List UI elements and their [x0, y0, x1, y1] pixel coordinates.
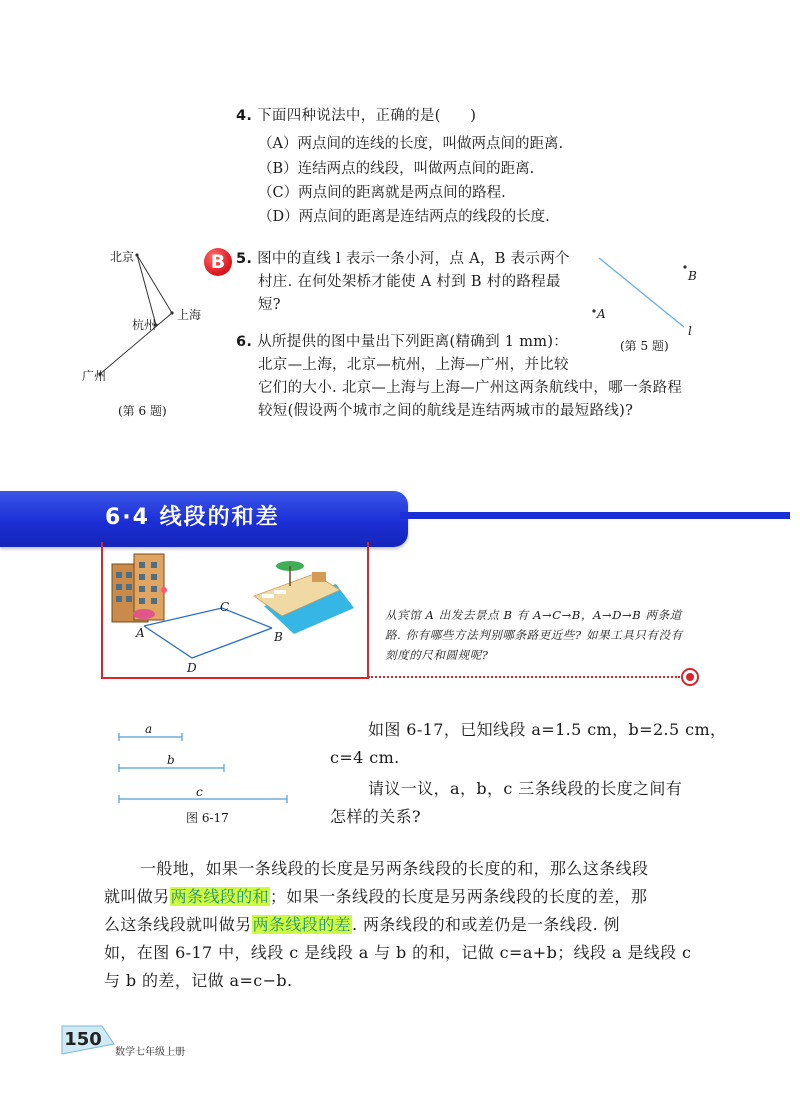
definition-line — [104, 911, 704, 939]
question-number: 4. — [236, 108, 253, 124]
definition-text: ；如果一条线段的长度是另两条线段的长度的差，那 — [270, 887, 648, 906]
point-b-label: B — [688, 269, 697, 283]
term-sum-highlight: 两条线段的和 — [170, 887, 270, 906]
question-line: 短? — [258, 297, 281, 313]
beach-island-icon — [254, 561, 354, 634]
question-line: 从所提供的图中量出下列距离(精确到 1 mm)： — [257, 334, 569, 350]
definition-text: . 两条线段的和或差仍是一条线段. 例 — [352, 915, 620, 934]
question-line: 村庄. 在何处架桥才能使 A 村到 B 村的路程最 — [258, 274, 561, 290]
figure-text-line: c=4 cm. — [330, 748, 400, 767]
question-line: 北京—上海，北京—杭州，上海—广州，并比较 — [258, 357, 569, 373]
book-title: 数学七年级上册 — [115, 1047, 185, 1058]
dotted-connector — [368, 676, 680, 678]
city-guangzhou: 广州 — [82, 369, 107, 383]
question-line: 图中的直线 l 表示一条小河，点 A，B 表示两个 — [257, 251, 570, 267]
question-5 — [236, 248, 576, 271]
question-number: 5. — [236, 251, 253, 267]
figure-6-17 — [115, 728, 295, 808]
term-difference-highlight: 两条线段的差 — [252, 915, 352, 934]
point-b-label: B — [274, 630, 283, 644]
segment-a-label: a — [145, 722, 153, 736]
figure-caption-q5: (第 5 题) — [620, 339, 669, 353]
figure-caption-q6: (第 6 题) — [118, 404, 167, 418]
option-d: （D）两点间的距离是连结两点的线段的长度. — [258, 209, 550, 225]
line-l-label: l — [688, 324, 692, 338]
definition-line: 如，在图 6-17 中，线段 c 是线段 a 与 b 的和，记做 c=a+b；线段 a 是线段 c — [104, 943, 692, 962]
level-b-badge: B — [204, 248, 232, 276]
segment-b-label: b — [167, 753, 175, 767]
question-line: 较短(假设两个城市之间的航线是连结两城市的最短路线)? — [258, 403, 634, 419]
section-title: 6·4 线段的和差 — [105, 505, 280, 530]
option-a: （A）两点间的连线的长度，叫做两点间的距离. — [258, 136, 564, 152]
connector-end-dot — [681, 668, 699, 686]
definition-line: 与 b 的差，记做 a=c−b. — [104, 971, 293, 990]
definition-text: 么这条线段就叫做另 — [104, 915, 252, 934]
point-a-label: A — [136, 626, 145, 640]
city-shanghai: 上海 — [177, 308, 202, 322]
figure-6-17-caption: 图 6-17 — [186, 811, 229, 825]
intro-callout: 从宾馆 A 出发去景点 B 有 A→C→B，A→D→B 两条道路. 你有哪些方法判别哪条路更近些? 如果工具只有没有刻度的尺和圆规呢? — [385, 608, 683, 662]
definition-line — [104, 883, 704, 911]
question-stem: 下面四种说法中，正确的是( ) — [257, 108, 477, 124]
definition-line: 一般地，如果一条线段的长度是另两条线段的长度的和，那么这条线段 — [140, 859, 649, 878]
question-number: 6. — [236, 334, 253, 350]
definition-paragraph — [104, 855, 704, 995]
option-b: （B）连结两点的线段，叫做两点间的距离. — [258, 161, 535, 177]
option-c: （C）两点间的距离就是两点间的路程. — [258, 185, 506, 201]
city-beijing: 北京 — [110, 250, 135, 264]
car-icon — [133, 609, 155, 619]
section-banner-rule — [400, 512, 790, 519]
segment-c-label: c — [196, 785, 203, 799]
question-line: 它们的大小. 北京—上海与上海—广州这两条航线中，哪一条路程 — [258, 380, 683, 396]
figure-text-line: 如图 6-17，已知线段 a=1.5 cm，b=2.5 cm， — [368, 720, 727, 739]
figure-text-line: 请议一议，a，b，c 三条线段的长度之间有 — [368, 779, 683, 798]
point-d-label: D — [187, 661, 197, 675]
figure-text-line: 怎样的关系? — [330, 807, 421, 826]
point-c-label: C — [220, 600, 230, 614]
definition-text: 就叫做另 — [104, 887, 170, 906]
page-number: 150 — [64, 1029, 102, 1050]
city-hangzhou: 杭州 — [132, 318, 157, 332]
question-4 — [236, 105, 476, 128]
hotel-scenic-illustration — [104, 546, 362, 674]
question-6 — [236, 331, 568, 354]
point-a-label: A — [597, 307, 606, 321]
river-figure — [585, 250, 705, 340]
